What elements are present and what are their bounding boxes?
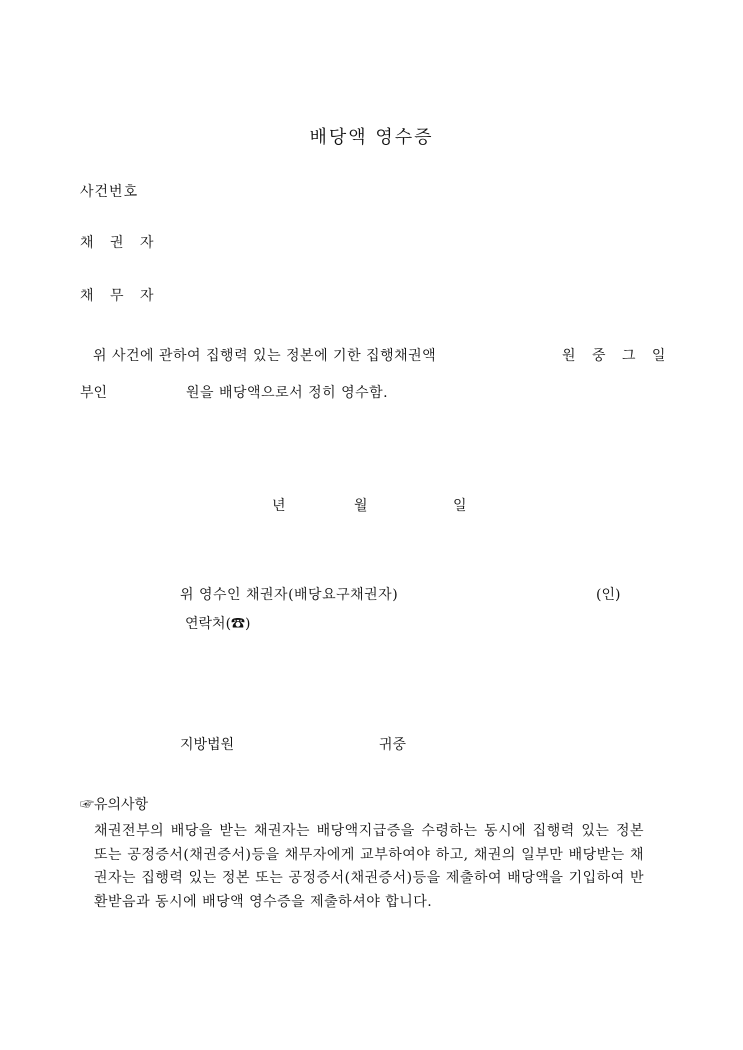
receiver-label: 위 영수인 채권자(배당요구채권자) (180, 587, 399, 603)
document-title: 배당액 영수증 (309, 127, 434, 148)
statement-line2-text: 원을 배당액으로서 정히 영수함. (186, 385, 389, 401)
date-month-label: 월 (354, 498, 368, 514)
statement-line1-text: 위 사건에 관하여 집행력 있는 정본에 기한 집행채권액 (93, 348, 437, 364)
contact-label: 연락처(☎) (185, 616, 251, 632)
case-number-label: 사건번호 (80, 184, 139, 200)
date-year-label: 년 (272, 498, 286, 514)
seal-mark: (인) (596, 587, 621, 603)
creditor-label: 채 권 자 (80, 235, 160, 251)
notes-heading: ☞유의사항 (80, 797, 149, 813)
date-day-label: 일 (453, 498, 467, 514)
court-label: 지방법원 (180, 737, 235, 753)
debtor-label: 채 무 자 (80, 288, 160, 304)
statement-line2-prefix: 부인 (80, 385, 108, 401)
honorific-label: 귀중 (379, 737, 407, 753)
notes-body: 채권전부의 배당을 받는 채권자는 배당액지급증을 수령하는 동시에 집행력 있는 정본 또는 공정증서(채권증서)등을 채무자에게 교부하여야 하고, 채권의 일부만 배당받는 채권자는 집행력 있는 정본 또는 공정증서(채권증서)등을 제출하여 배당액을 기입하여 반환받음과 동시에 배당액 영수증을 제출하셔야 합니다. (94, 823, 644, 910)
statement-line1-suffix: 원 중 그 일 (562, 348, 672, 364)
